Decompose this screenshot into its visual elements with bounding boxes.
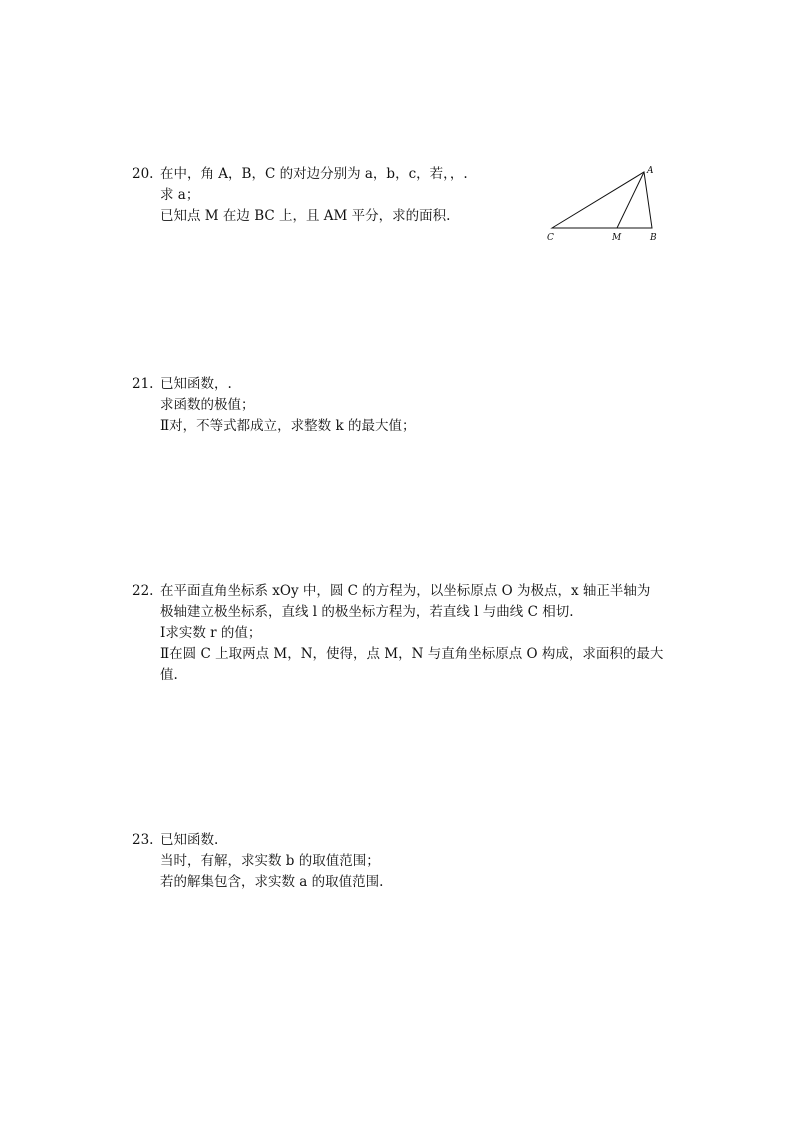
- problem-22: [132, 581, 672, 686]
- label-a: A: [647, 166, 654, 176]
- problem-23: [132, 830, 672, 893]
- problem-21-line-3: Ⅱ对，不等式都成立，求整数 k 的最大值；: [160, 418, 416, 434]
- problem-23-line-1: 23. 已知函数.: [132, 830, 672, 851]
- problem-21-line-1: 21. 已知函数，.: [132, 374, 672, 395]
- problem-23-line-3: 若的解集包含，求实数 a 的取值范围.: [160, 874, 384, 890]
- problem-22-line-3: Ⅰ求实数 r 的值；: [160, 625, 262, 641]
- label-b: B: [650, 233, 657, 243]
- problem-21-line-2: 求函数的极值；: [160, 397, 255, 413]
- problem-20-line-2: 求 a；: [160, 187, 200, 203]
- problem-20-line-1: 20. 在中，角 A，B，C 的对边分别为 a，b，c，若，，.: [132, 164, 672, 185]
- problem-22-line-5: 值.: [160, 667, 178, 683]
- problem-22-line-2: 极轴建立极坐标系，直线 l 的极坐标方程为，若直线 l 与曲线 C 相切.: [160, 604, 574, 620]
- label-c: C: [547, 233, 554, 243]
- problem-21-number: 21.: [132, 376, 154, 392]
- problem-22-line-4: Ⅱ在圆 C 上取两点 M，N，使得，点 M，N 与直角坐标原点 O 构成，求面积的最大: [160, 646, 664, 662]
- problem-23-line-2: 当时，有解，求实数 b 的取值范围；: [160, 853, 380, 869]
- triangle-figure: [540, 162, 670, 246]
- label-m: M: [612, 233, 622, 243]
- triangle-abc: [552, 172, 652, 228]
- problem-20-number: 20.: [132, 166, 154, 182]
- problem-22-number: 22.: [132, 583, 154, 599]
- problem-21: [132, 374, 672, 437]
- problem-22-line-1: 22. 在平面直角坐标系 xOy 中，圆 C 的方程为，以坐标原点 O 为极点，x 轴正半轴为: [132, 581, 672, 602]
- problem-20-line-3: 已知点 M 在边 BC 上，且 AM 平分，求的面积.: [160, 208, 451, 224]
- problem-23-number: 23.: [132, 832, 154, 848]
